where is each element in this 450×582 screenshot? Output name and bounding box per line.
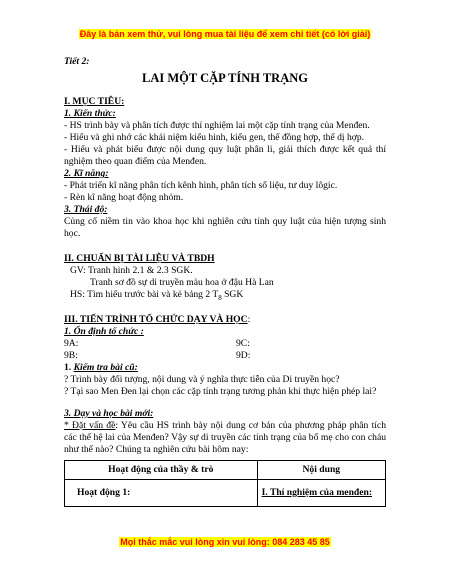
lesson-number: Tiết 2: (64, 56, 90, 67)
class-row-2 (64, 350, 386, 362)
class-9a: 9A: (64, 337, 79, 349)
section-preparation-heading: II. CHUẨN BỊ TÀI LIỆU VÀ TBDH (64, 253, 215, 264)
review-question-1: ? Trình bày đối tượng, nội dung và ý nghĩa thực tiễn của Di truyền học? (64, 373, 340, 385)
new-lesson-heading: 3. Dạy và học bài mới: (64, 407, 154, 419)
document-page (64, 52, 386, 507)
skills-heading: 2. Kĩ năng: (64, 168, 109, 179)
contact-banner-text: Mọi thắc mắc vui lòng xin vui lòng: 084 283 45 85 (120, 537, 330, 547)
preview-banner-text: Đây là bản xem thử, vui lòng mua tài liệu để xem chi tiết (có lời giải) (79, 29, 371, 39)
review-question-2: ? Tại sao Men Đen lại chọn các cặp tính trạng tương phản khi thực hiện phép lai? (64, 385, 377, 397)
preview-banner (0, 29, 450, 39)
knowledge-item-2: - Hiểu và ghi nhớ các khái niệm kiểu hình, kiểu gen, thể đồng hợp, thể dị hợp. (64, 132, 365, 143)
teacher-materials-2: Tranh sơ đồ sự di truyền màu hoa ở đậu Hà Lan (90, 277, 274, 288)
activity-table (64, 460, 386, 507)
class-row-1 (64, 338, 386, 350)
skills-item-2: - Rèn kĩ năng hoạt động nhóm. (64, 192, 184, 203)
class-9b: 9B: (64, 349, 78, 361)
skills-item-1: - Phát triển kĩ năng phân tích kênh hình, phân tích số liệu, tư duy lôgic. (64, 180, 338, 191)
activity-1-cell: Hoạt động 1: (65, 479, 258, 506)
contact-banner (0, 537, 450, 547)
class-9d: 9D: (236, 349, 251, 361)
lesson-title: LAI MỘT CẶP TÍNH TRẠNG (141, 71, 308, 85)
knowledge-item-3: - Hiểu và phát biểu được nội dung quy luật phân li, giải thích được kết quả thí nghiệm theo quan điểm của Menđen. (64, 144, 386, 167)
section-process-heading: III. TIẾN TRÌNH TỔ CHỨC DẠY VÀ HỌC: (64, 313, 251, 325)
student-preparation: HS: Tìm hiểu trước bài và kẻ bảng 2 $T_8$ SGK (70, 289, 244, 302)
attitude-heading: 3. Thái độ: (64, 204, 108, 215)
section-objectives-heading: I. MỤC TIÊU: (64, 96, 125, 107)
knowledge-item-1: - HS trình bày và phân tích được thí nghiệm lai một cặp tính trạng của Menđen. (64, 120, 370, 131)
class-organization-heading: 1. Ổn định tổ chức : (64, 325, 144, 337)
attitude-text: Củng cố niềm tin vào khoa học khi nghiên cứu tính quy luật của hiện tượng sinh học. (64, 216, 386, 239)
table-header-activity: Hoạt động của thầy & trò (65, 460, 258, 479)
teacher-materials: GV: Tranh hình 2.1 & 2.3 SGK. (70, 265, 193, 276)
knowledge-heading: 1. Kiến thức: (64, 108, 116, 119)
review-heading: 1. Kiểm tra bài cũ: (64, 361, 138, 373)
table-header-content: Nội dung (257, 460, 385, 479)
content-1-cell: I. Thí nghiệm của menđen: (257, 479, 385, 506)
class-9c: 9C: (236, 337, 250, 349)
problem-statement: * Đặt vấn đề: Yêu cầu HS trình bày nội dung cơ bản của phương pháp phân tích các thế hệ lai của Menđen? Vậy sự di truyền các tính trạng của bố mẹ cho con cháu như thế nào? Chúng ta nghiên cứu bài hôm nay: (64, 419, 386, 455)
